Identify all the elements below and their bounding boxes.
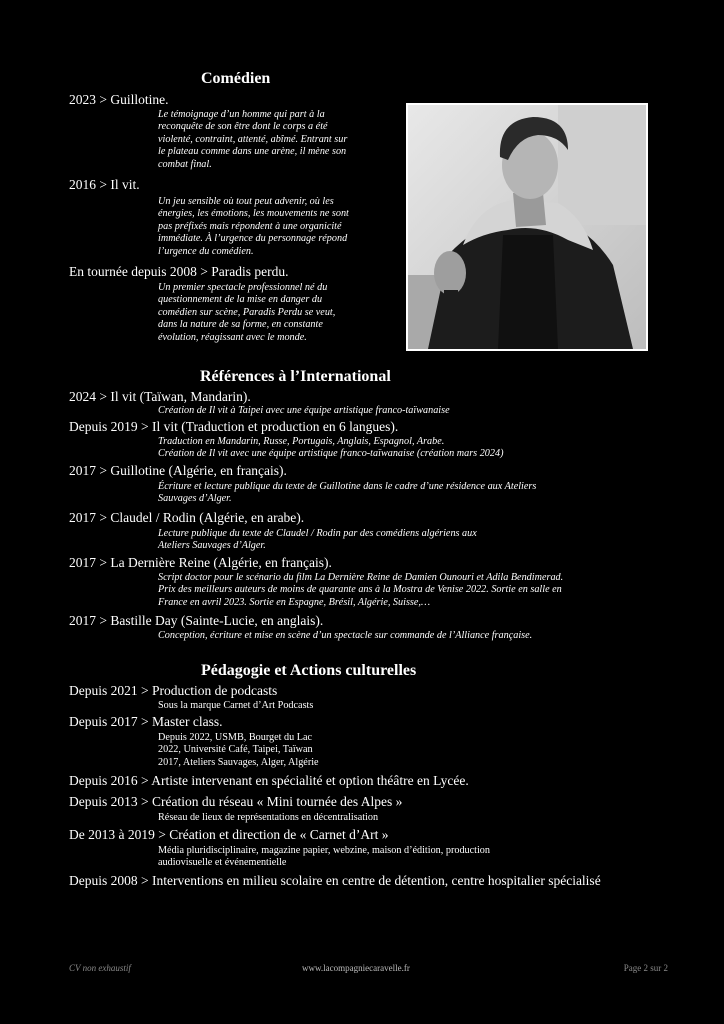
entry-head: 2023 > Guillotine. xyxy=(69,92,169,107)
footer-page-number: Page 2 sur 2 xyxy=(623,963,668,973)
desc-line: Création de Il vit à Taipei avec une équipe artistique franco-taïwanaise xyxy=(158,405,450,416)
desc-line: Script doctor pour le scénario du film La Dernière Reine de Damien Ounouri et Adila Bendimerad. xyxy=(158,572,564,583)
entry-description xyxy=(158,845,490,870)
entry-head: Depuis 2008 > Interventions en milieu scolaire en centre de détention, centre hospitalier spécialisé xyxy=(69,873,601,888)
entry-description xyxy=(158,481,536,506)
desc-line: Sauvages d’Alger. xyxy=(158,493,232,505)
section-title-international: Références à l’International xyxy=(200,368,391,385)
desc-line: énergies, les émotions, les mouvements ne sont xyxy=(158,208,349,220)
desc-line: Écriture et lecture publique du texte de Guillotine dans le cadre d’une résidence aux Ateliers xyxy=(158,481,537,492)
entry-description xyxy=(158,630,532,642)
entry-description xyxy=(158,282,335,344)
desc-line: Conception, écriture et mise en scène d’un spectacle sur commande de l’Alliance française. xyxy=(158,630,533,641)
entry-head: 2017 > Guillotine (Algérie, en français). xyxy=(69,463,287,478)
entry-description xyxy=(158,572,563,609)
desc-line: Média pluridisciplinaire, magazine papier, webzine, maison d’édition, production xyxy=(158,845,490,856)
entry-head: Depuis 2019 > Il vit (Traduction et production en 6 langues). xyxy=(69,419,399,434)
entry-description xyxy=(158,700,313,712)
entry-head: 2016 > Il vit. xyxy=(69,177,140,192)
entry-head: De 2013 à 2019 > Création et direction de « Carnet d’Art » xyxy=(69,827,389,842)
desc-line: Réseau de lieux de représentations en décentralisation xyxy=(158,812,379,823)
desc-line: dans la nature de sa forme, en constante xyxy=(158,319,323,331)
desc-line: Le témoignage d’un homme qui part à la xyxy=(158,109,325,120)
desc-line: pas préfixés mais répondent à une organicité xyxy=(158,220,342,232)
footer-website-link[interactable]: www.lacompagniecaravelle.fr xyxy=(302,963,410,973)
entry-description xyxy=(158,812,378,824)
entry-head: 2017 > Bastille Day (Sainte-Lucie, en anglais). xyxy=(69,613,324,628)
desc-line: Sous la marque Carnet d’Art Podcasts xyxy=(158,700,314,711)
desc-line: l’urgence du comédien. xyxy=(158,245,254,257)
desc-line: Lecture publique du texte de Claudel / Rodin par des comédiens algériens aux xyxy=(158,528,477,539)
desc-line: 2017, Ateliers Sauvages, Alger, Algérie xyxy=(158,756,319,768)
desc-line: Un jeu sensible où tout peut advenir, où les xyxy=(158,196,334,207)
entry-head: Depuis 2021 > Production de podcasts xyxy=(69,683,278,698)
entry-description xyxy=(158,732,319,769)
desc-line: reconquête de son être dont le corps a été xyxy=(158,121,328,133)
desc-line: Depuis 2022, USMB, Bourget du Lac xyxy=(158,732,313,743)
desc-line: Ateliers Sauvages d’Alger. xyxy=(158,540,266,552)
entry-description xyxy=(158,109,347,171)
desc-line: Un premier spectacle professionnel né du xyxy=(158,282,328,293)
entry-description xyxy=(158,528,477,553)
desc-line: comédien sur scène, Paradis Perdu se veut, xyxy=(158,306,336,318)
desc-line: violenté, contraint, attenté, abîmé. Entrant sur xyxy=(158,133,348,145)
entry-head: Depuis 2017 > Master class. xyxy=(69,714,223,729)
desc-line: Traduction en Mandarin, Russe, Portugais, Anglais, Espagnol, Arabe. xyxy=(158,436,445,447)
entry-head: Depuis 2016 > Artiste intervenant en spécialité et option théâtre en Lycée. xyxy=(69,773,469,788)
entry-description xyxy=(158,436,503,461)
desc-line: Prix des meilleurs auteurs de moins de quarante ans à la Mostra de Venise 2022. Sortie en salle en xyxy=(158,584,562,596)
desc-line: France en avril 2023. Sortie en Espagne, Brésil, Algérie, Suisse,… xyxy=(158,596,431,608)
desc-line: immédiate. À l’urgence du personnage répond xyxy=(158,233,348,245)
desc-line: 2022, Université Café, Taipei, Taïwan xyxy=(158,744,313,756)
portrait-illustration xyxy=(408,105,646,349)
entry-head: Depuis 2013 > Création du réseau « Mini tournée des Alpes » xyxy=(69,794,403,809)
desc-line: le plateau comme dans une arène, il mène son xyxy=(158,146,347,158)
section-title-comedien: Comédien xyxy=(201,70,271,87)
desc-line: combat final. xyxy=(158,158,212,170)
entry-head: 2017 > La Dernière Reine (Algérie, en français). xyxy=(69,555,332,570)
desc-line: questionnement de la mise en danger du xyxy=(158,294,323,306)
entry-head: 2024 > Il vit (Taïwan, Mandarin). xyxy=(69,389,251,404)
entry-description xyxy=(158,196,349,258)
actor-portrait-photo xyxy=(406,103,648,351)
section-title-pedagogie: Pédagogie et Actions culturelles xyxy=(201,662,417,679)
desc-line: Création de Il vit avec une équipe artistique franco-taïwanaise (création mars 2024) xyxy=(158,448,504,460)
desc-line: audiovisuelle et événementielle xyxy=(158,857,287,869)
footer-note: CV non exhaustif xyxy=(69,963,131,973)
entry-head: En tournée depuis 2008 > Paradis perdu. xyxy=(69,264,289,279)
desc-line: évolution, réagissant avec le monde. xyxy=(158,331,307,343)
entry-head: 2017 > Claudel / Rodin (Algérie, en arabe). xyxy=(69,510,305,525)
entry-description xyxy=(158,405,450,417)
